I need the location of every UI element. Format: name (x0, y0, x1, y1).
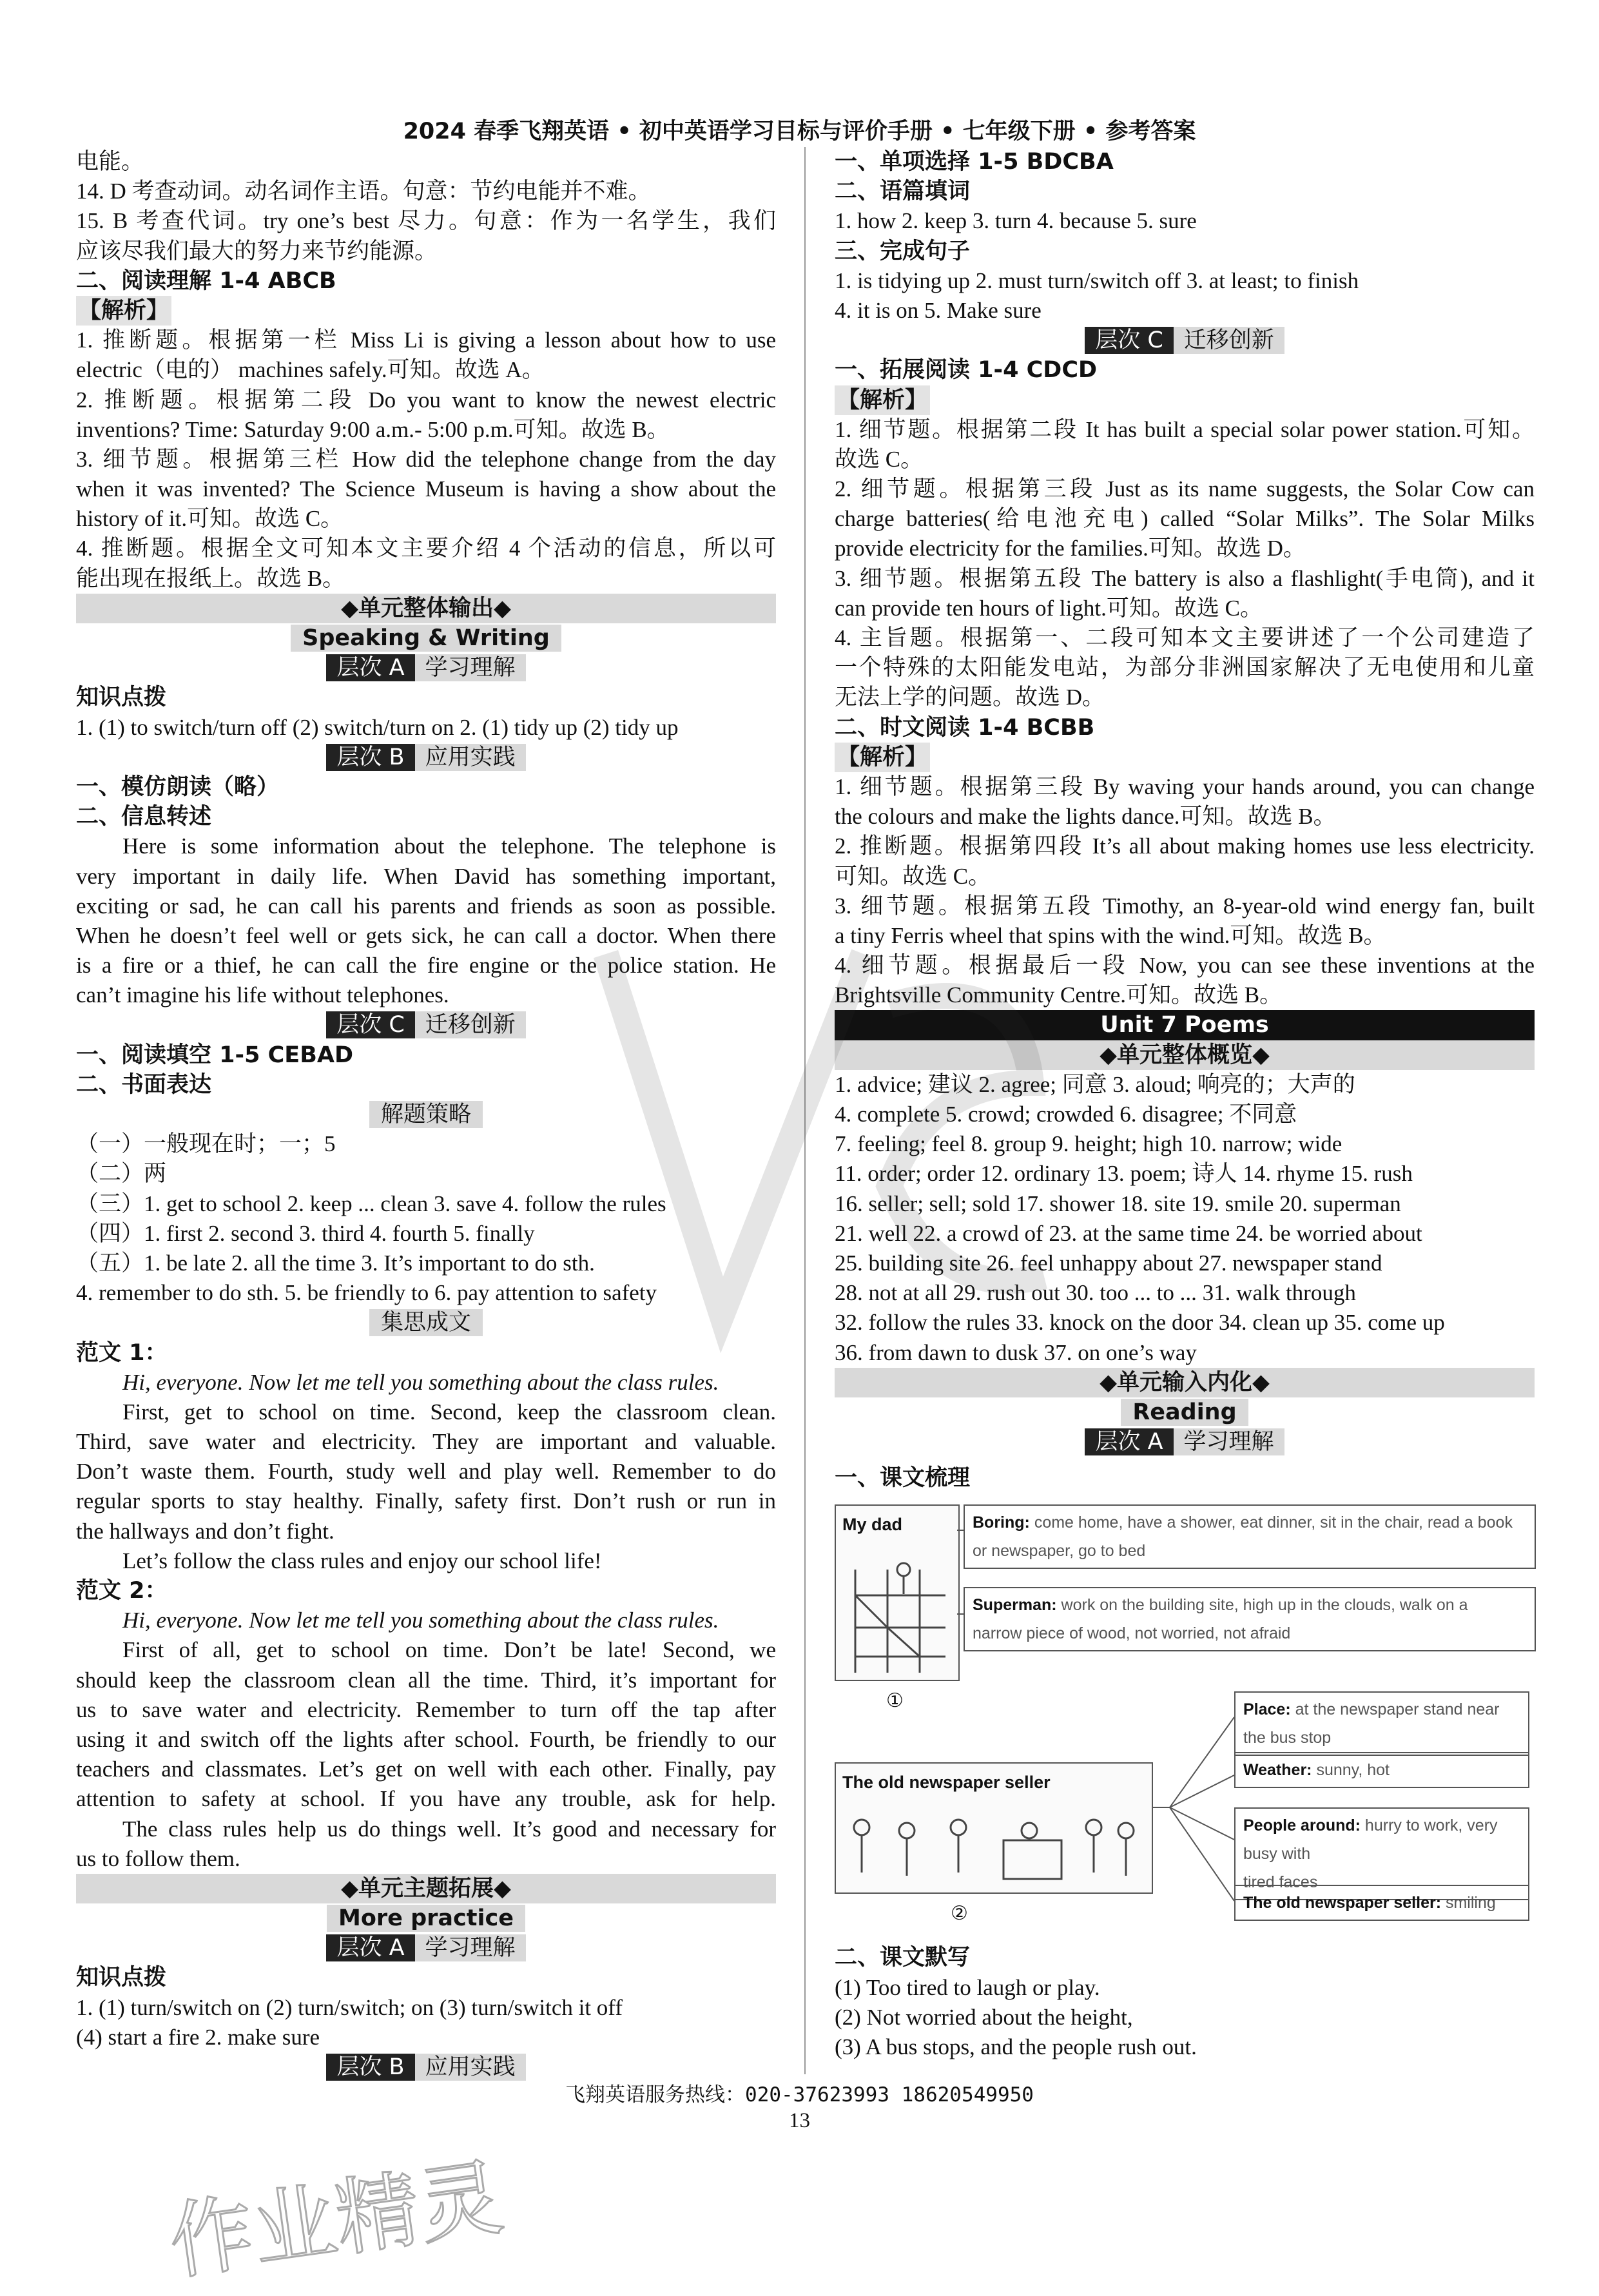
text-line: Let’s follow the class rules and enjoy our school life! (122, 1548, 602, 1573)
text-line: attention to safety at school. If you have any trouble, ask for help. (76, 1786, 776, 1812)
text-line: （一）一般现在时；一；5 (76, 1131, 336, 1157)
section-heading: 三、完成句子 (835, 238, 971, 264)
text-line: 一个特殊的太阳能发电站，为部分非洲国家解决了无电使用和儿童 (835, 655, 1535, 681)
vocab-line: 36. from dawn to dusk 37. on one’s way (835, 1339, 1197, 1365)
text-line: should keep the classroom clean all the time. Third, it’s important for (76, 1667, 776, 1693)
sample-heading: 范文 2： (76, 1578, 168, 1604)
text-line: First of all, get to school on time. Don’t be late! Second, we (122, 1637, 776, 1663)
text-line: First, get to school on time. Second, keep the classroom clean. (122, 1399, 776, 1425)
text-line: 2. 推断题。根据第二段 Do you want to know the newest electric (76, 387, 776, 413)
section-heading: 一、单项选择 1-5 BDCBA (835, 149, 1114, 175)
text-line: 4. 主旨题。根据第一、二段可知本文主要讲述了一个公司建造了 (835, 625, 1535, 650)
vocab-line: 4. complete 5. crowd; crowded 6. disagree; 不同意 (835, 1102, 1297, 1127)
vocab-line: 28. not at all 29. rush out 30. too ... to ... 31. walk through (835, 1280, 1356, 1306)
section-heading: 一、课文梳理 (835, 1465, 971, 1492)
text-line: Third, save water and electricity. They are important and valuable. (76, 1429, 776, 1455)
text-line: exciting or sad, he can call his parents and friends as soon as possible. (76, 893, 776, 919)
watermark-logo: 作业精灵 (163, 2148, 509, 2292)
section-heading: 二、语篇填词 (835, 179, 971, 205)
text-line: the hallways and don’t fight. (76, 1518, 334, 1544)
text-line: (2) Not worried about the height, (835, 2004, 1133, 2030)
boring-box: Boring: come home, have a shower, eat dinner, sit in the chair, read a book or newspaper, go to bed (964, 1504, 1536, 1569)
text-line: 能出现在报纸上。故选 B。 (76, 565, 345, 591)
text-line: (1) Too tired to laugh or play. (835, 1974, 1100, 2000)
vocab-line: 1. advice; 建议 2. agree; 同意 3. aloud; 响亮的；大声的 (835, 1071, 1355, 1097)
section-heading: 二、书面表达 (76, 1071, 212, 1098)
text-line: （四）1. first 2. second 3. third 4. fourth 5. finally (76, 1220, 535, 1246)
analysis-label: 【解析】 (76, 296, 171, 326)
text-line: 1. 推断题。根据第一栏 Miss Li is giving a lesson about how to use (76, 327, 776, 353)
level-tag-a: 层次 A 学习理解 (1085, 1428, 1284, 1455)
text-line: 无法上学的问题。故选 D。 (835, 685, 1105, 710)
page-number: 13 (789, 2109, 810, 2132)
more-practice-label: More practice (327, 1905, 525, 1932)
text-structure-diagram (835, 1504, 1535, 1943)
seller-box: The old newspaper seller: smiling (1234, 1885, 1529, 1921)
vocab-line: 32. follow the rules 33. knock on the door 34. clean up 35. come up (835, 1310, 1445, 1336)
text-line: 3. 细节题。根据第三栏 How did the telephone change from the day (76, 446, 776, 472)
unit-output-bar: ◆单元整体输出◆ (76, 594, 776, 623)
level-tag-c: 层次 C 迁移创新 (1085, 327, 1284, 354)
text-line: when it was invented? The Science Museum is having a show about the (76, 476, 776, 502)
section-heading: 知识点拨 (76, 1965, 167, 1991)
level-tag-b: 层次 B 应用实践 (326, 2054, 525, 2081)
text-line: 2. 细节题。根据第三段 Just as its name suggests, the Solar Cow can (835, 476, 1535, 502)
people-box: People around: hurry to work, very busy with tired faces (1234, 1807, 1529, 1900)
vocab-line: 16. seller; sell; sold 17. shower 18. site 19. smile 20. superman (835, 1191, 1401, 1216)
analysis-label: 【解析】 (835, 385, 930, 415)
text-line: （五）1. be late 2. all the time 3. It’s important to do sth. (76, 1250, 595, 1276)
text-line: The class rules help us do things well. It’s good and necessary for (122, 1816, 776, 1842)
level-tag-c: 层次 C 迁移创新 (326, 1011, 526, 1038)
level-tag-a: 层次 A 学习理解 (326, 1934, 525, 1961)
text-line: history of it.可知。故选 C。 (76, 506, 344, 532)
text-line: us to save water and electricity. Remember to turn off the tap after (76, 1697, 776, 1722)
text-line: inventions? Time: Saturday 9:00 a.m.- 5:00 p.m.可知。故选 B。 (76, 416, 670, 442)
circle-number-1: ① (886, 1690, 904, 1712)
text-line: using it and switch off the lights after school. Fourth, be friendly to our (76, 1726, 776, 1752)
text-line: can’t imagine his life without telephones. (76, 982, 449, 1008)
service-hotline: 飞翔英语服务热线：020-37623993 18620549950 (565, 2083, 1034, 2106)
text-line: 1. is tidying up 2. must turn/switch off 3. at least; to finish (835, 268, 1359, 293)
text-line: Don’t waste them. Fourth, study well and play well. Remember to do (76, 1459, 776, 1484)
text-line: 3. 细节题。根据第五段 Timothy, an 8-year-old wind energy fan, built (835, 893, 1535, 919)
weather-box: Weather: sunny, hot (1234, 1752, 1529, 1788)
unit-theme-bar: ◆单元主题拓展◆ (76, 1874, 776, 1903)
unit-input-bar: ◆单元输入内化◆ (835, 1368, 1535, 1397)
text-line: regular sports to stay healthy. Finally, safety first. Don’t rush or run in (76, 1488, 776, 1514)
jisi-label: 集思成文 (369, 1309, 483, 1336)
text-line: us to follow them. (76, 1845, 240, 1871)
section-heading: 二、课文默写 (835, 1945, 971, 1971)
page-header: 2024 春季飞翔英语 • 初中英语学习目标与评价手册 • 七年级下册 • 参考答案 (403, 119, 1196, 144)
section-heading: 一、阅读填空 1-5 CEBAD (76, 1042, 354, 1068)
place-box: Place: at the newspaper stand near the bus stop (1234, 1691, 1529, 1756)
text-line: 15. B 考查代词。try one’s best 尽力。句意：作为一名学生，我们 (76, 208, 776, 234)
section-heading: 二、信息转述 (76, 804, 212, 830)
vocab-line: 7. feeling; feel 8. group 9. height; high 10. narrow; wide (835, 1131, 1342, 1157)
text-line: 可知。故选 C。 (835, 863, 991, 889)
text-line: charge batteries(给电池充电) called “Solar Milks”. The Solar Milks (835, 506, 1535, 532)
text-line: 4. remember to do sth. 5. be friendly to 6. pay attention to safety (76, 1280, 657, 1306)
text-line: 1. 细节题。根据第二段 It has built a special solar power station.可知。 (835, 416, 1535, 442)
level-tag-a: 层次 A 学习理解 (326, 654, 525, 681)
text-line: a tiny Ferris wheel that spins with the wind.可知。故选 B。 (835, 922, 1386, 948)
seller-picture: The old newspaper seller (835, 1762, 1153, 1894)
level-tag-b: 层次 B 应用实践 (326, 744, 525, 771)
vocab-line: 11. order; order 12. ordinary 13. poem; 诗人 14. rhyme 15. rush (835, 1161, 1413, 1187)
text-line: provide electricity for the families.可知。故选 D。 (835, 536, 1306, 561)
section-heading: 一、拓展阅读 1-4 CDCD (835, 357, 1098, 384)
text-line: electric（电的） machines safely.可知。故选 A。 (76, 357, 545, 383)
text-line: 3. 细节题。根据第五段 The battery is also a flashlight(手电筒), and it (835, 565, 1535, 591)
text-line: （三）1. get to school 2. keep ... clean 3. save 4. follow the rules (76, 1191, 666, 1216)
vocab-line: 25. building site 26. feel unhappy about 27. newspaper stand (835, 1250, 1382, 1276)
text-line: the colours and make the lights dance.可知。故选 B。 (835, 804, 1336, 830)
section-heading: 一、模仿朗读（略） (76, 773, 280, 800)
text-line: 4. 细节题。根据最后一段 Now, you can see these inventions at the (835, 953, 1535, 978)
text-line: 4. 推断题。根据全文可知本文主要介绍 4 个活动的信息，所以可 (76, 536, 776, 561)
superman-box: Superman: work on the building site, high up in the clouds, walk on a narrow piece of wood, not worried, not afraid (964, 1587, 1536, 1651)
text-line: teachers and classmates. Let’s get on well with each other. Finally, pay (76, 1756, 776, 1782)
text-line: can provide ten hours of light.可知。故选 C。 (835, 595, 1263, 621)
text-line: Hi, everyone. Now let me tell you something about the class rules. (122, 1608, 719, 1633)
unit-overview-bar: ◆单元整体概览◆ (835, 1040, 1535, 1070)
text-line: 电能。 (76, 149, 144, 174)
text-line: 14. D 考查动词。动名词作主语。句意：节约电能并不难。 (76, 179, 651, 204)
analysis-label: 【解析】 (835, 743, 930, 772)
text-line: 1. (1) to switch/turn off (2) switch/turn on 2. (1) tidy up (2) tidy up (76, 714, 679, 740)
text-line: When he doesn’t feel well or gets sick, he can call a doctor. When there (76, 922, 776, 948)
text-line: 1. (1) turn/switch on (2) turn/switch; on (3) turn/switch it off (76, 1994, 623, 2020)
text-line: 故选 C。 (835, 446, 924, 472)
section-heading: 二、时文阅读 1-4 BCBB (835, 714, 1095, 741)
dad-picture: My dad (835, 1504, 960, 1681)
text-line: 1. how 2. keep 3. turn 4. because 5. sure (835, 208, 1197, 234)
text-line: 1. 细节题。根据第三段 By waving your hands around, you can change (835, 773, 1535, 799)
text-line: Brightsville Community Centre.可知。故选 B。 (835, 982, 1283, 1008)
section-heading: 二、阅读理解 1-4 ABCB (76, 268, 336, 294)
text-line: Hi, everyone. Now let me tell you something about the class rules. (122, 1369, 719, 1395)
vocab-line: 21. well 22. a crowd of 23. at the same time 24. be worried about (835, 1220, 1422, 1246)
text-line: (3) A bus stops, and the people rush out. (835, 2034, 1197, 2059)
text-line: Here is some information about the telephone. The telephone is (122, 833, 776, 859)
unit-title-bar: Unit 7 Poems (835, 1010, 1535, 1040)
text-line: very important in daily life. When David has something important, (76, 863, 776, 889)
strategy-label: 解题策略 (369, 1101, 483, 1128)
text-line: (4) start a fire 2. make sure (76, 2024, 320, 2050)
text-line: is a fire or a thief, he can call the fire engine or the police station. He (76, 953, 776, 978)
publisher-logo-watermark (528, 915, 1070, 1379)
text-line: 4. it is on 5. Make sure (835, 297, 1042, 323)
newspaper-seller-illustration (836, 1802, 1152, 1892)
text-line: 应该尽我们最大的努力来节约能源。 (76, 238, 438, 264)
reading-label: Reading (1121, 1399, 1248, 1426)
circle-number-2: ② (951, 1903, 968, 1925)
section-heading: 知识点拨 (76, 685, 167, 711)
text-line: 2. 推断题。根据第四段 It’s all about making homes use less electricity. (835, 833, 1535, 859)
speaking-writing-label: Speaking & Writing (291, 625, 561, 652)
sample-heading: 范文 1： (76, 1339, 168, 1366)
text-line: （二）两 (76, 1161, 167, 1187)
